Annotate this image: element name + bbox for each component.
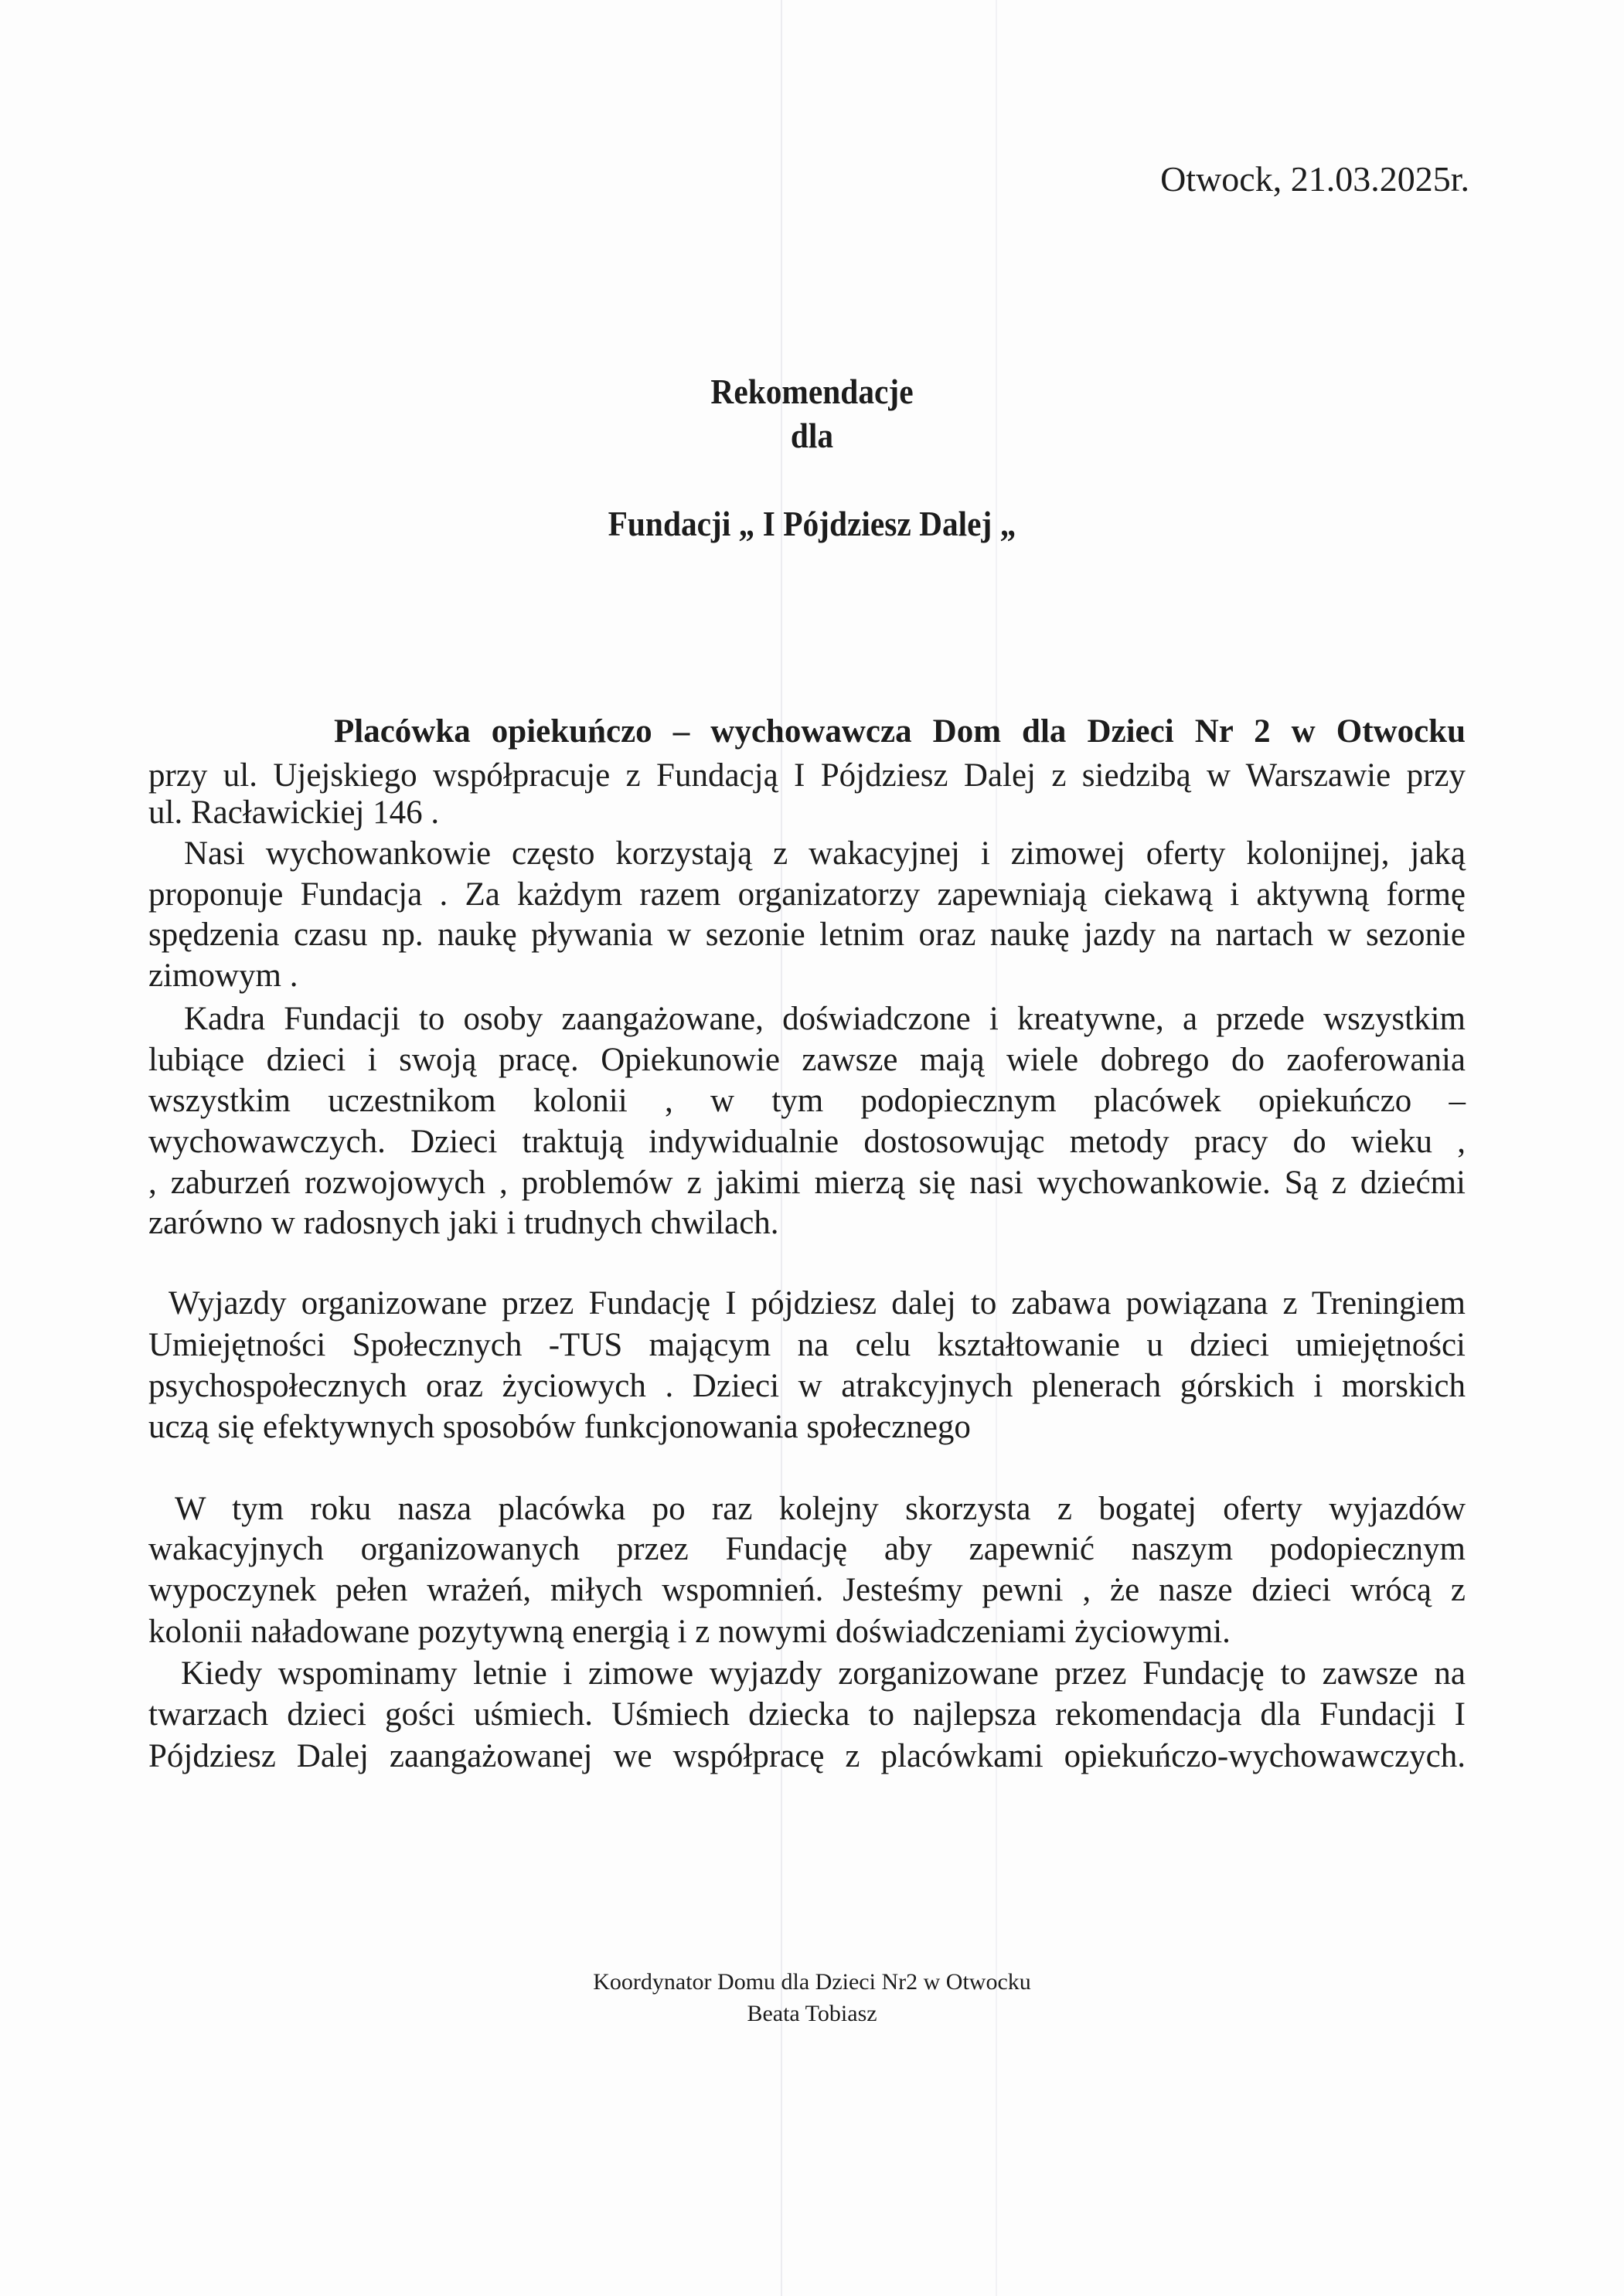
body-line: Wyjazdy organizowane przez Fundację I pójdziesz dalej to zabawa powiązana z Treningiem	[169, 1285, 1466, 1321]
body-line: uczą się efektywnych sposobów funkcjonowania społecznego	[148, 1409, 971, 1445]
body-line: Nasi wychowankowie często korzystają z wakacyjnej i zimowej oferty kolonijnej, jaką	[184, 835, 1466, 872]
place-date: Otwock, 21.03.2025r.	[1160, 159, 1469, 199]
body-line: wszystkim uczestnikom kolonii , w tym podopiecznym placówek opiekuńczo –	[148, 1083, 1466, 1119]
body-line: wypoczynek pełen wrażeń, miłych wspomnień. Jesteśmy pewni , że nasze dzieci wrócą z	[148, 1572, 1466, 1608]
body-line: , zaburzeń rozwojowych , problemów z jakimi mierzą się nasi wychowankowie. Są z dziećmi	[148, 1165, 1466, 1201]
body-line: zarówno w radosnych jaki i trudnych chwilach.	[148, 1205, 779, 1241]
body-line: Placówka opiekuńczo – wychowawcza Dom dla Dzieci Nr 2 w Otwocku	[334, 713, 1466, 750]
body-line: ul. Racławickiej 146 .	[148, 794, 440, 831]
body-line: W tym roku nasza placówka po raz kolejny skorzysta z bogatej oferty wyjazdów	[175, 1491, 1466, 1527]
body-line: przy ul. Ujejskiego współpracuje z Fundacją I Pójdziesz Dalej z siedzibą w Warszawie przy	[148, 757, 1466, 794]
body-line: kolonii naładowane pozytywną energią i z nowymi doświadczeniami życiowymi.	[148, 1614, 1231, 1650]
body-line: Umiejętności Społecznych -TUS mającym na celu kształtowanie u dzieci umiejętności	[148, 1327, 1466, 1363]
body-line: Pójdziesz Dalej zaangażowanej we współpracę z placówkami opiekuńczo-wychowawczych.	[148, 1738, 1466, 1774]
body-line: Kadra Fundacji to osoby zaangażowane, doświadczone i kreatywne, a przede wszystkim	[184, 1001, 1466, 1037]
body-line: lubiące dzieci i swoją pracę. Opiekunowie zawsze mają wiele dobrego do zaoferowania	[148, 1042, 1466, 1078]
body-line: zimowym .	[148, 958, 298, 994]
body-line: wychowawczych. Dzieci traktują indywidualnie dostosowując metody pracy do wieku ,	[148, 1124, 1466, 1160]
signature-name: Beata Tobiasz	[747, 2001, 877, 2026]
body-line: twarzach dzieci gości uśmiech. Uśmiech dziecka to najlepsza rekomendacja dla Fundacji I	[148, 1696, 1466, 1733]
body-line: wakacyjnych organizowanych przez Fundację aby zapewnić naszym podopiecznym	[148, 1531, 1466, 1567]
title-line-3: Fundacji „ I Pójdziesz Dalej „	[608, 504, 1016, 543]
body-line: spędzenia czasu np. naukę pływania w sezonie letnim oraz naukę jazdy na nartach w sezonie	[148, 917, 1466, 953]
body-line: Kiedy wspominamy letnie i zimowe wyjazdy zorganizowane przez Fundację to zawsze na	[181, 1655, 1466, 1692]
title-line-1: Rekomendacje	[710, 372, 914, 411]
signature-role: Koordynator Domu dla Dzieci Nr2 w Otwocku	[593, 1969, 1031, 1995]
body-line: psychospołecznych oraz życiowych . Dzieci w atrakcyjnych plenerach górskich i morskich	[148, 1368, 1466, 1404]
body-line: proponuje Fundacja . Za każdym razem organizatorzy zapewniają ciekawą i aktywną formę	[148, 876, 1466, 913]
title-line-2: dla	[790, 416, 834, 455]
